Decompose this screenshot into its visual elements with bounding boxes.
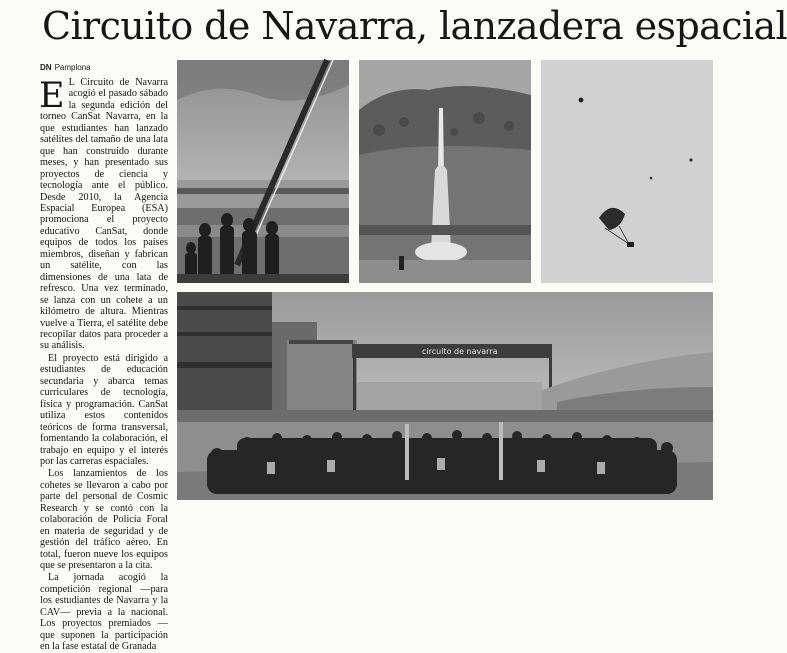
photo-group-track [177, 292, 713, 500]
photo-rocket-launch-image [359, 60, 531, 283]
paragraph-1 [40, 77, 168, 352]
photo-rocket-launch [359, 60, 531, 283]
paragraph-2: El proyecto está dirigido a estudiantes de educación secundaria y abarca temas curriculares de tecnología, física y programación. CanSat utiliza estos contenidos teóricos de forma transversal, fomentando la colaboración, el trabajo en equipo y el interés por las carreras espaciales. [40, 352, 168, 467]
paragraph-4: La jornada acogió la competición regional —para los estudiantes de Navarra y la CAV— previa a la nacional. Los proyectos premiados —que suponen la participación en la fase estatal de Granada [40, 572, 168, 653]
byline-location: Pamplona [54, 63, 91, 72]
article-body [39, 76, 168, 653]
paragraph-3: Los lanzamientos de los cohetes se llevaron a cabo por parte del personal de Cosmic Research y se contó con la colaboración de Policía Foral en materia de seguridad y de gestión del tráfico aéreo. En total, fueron nueve los equipos que se presentaron a la cita. [40, 468, 168, 572]
paragraph-1-text: L Circuito de Navarra acogió el pasado sábado la segunda edición del torneo CanSat Navarra, en la que estudiantes han lanzado satélites del tamaño de una lata que han construido durante meses, y han presentado sus proyectos de ciencia y tecnología ante el público. Desde 2010, la Agencia Espacial Europea (ESA) promociona el proyecto educativo CanSat, donde equipos de todos los países miembros, diseñan y fabrican un satélite, con las dimensiones de una lata de refresco. Una vez terminado, se lanza con un cohete a un kilómetro de altura. Mientras vuelve a Tierra, el satélite debe recopilar datos para proceder a su análisis. [40, 77, 168, 352]
photo-group-track-image [177, 292, 713, 500]
photo-rocket-rail [177, 60, 349, 283]
dropcap: E [39, 76, 65, 116]
banner-text: circuito de navarra [422, 347, 498, 356]
photo-parachute-image [541, 60, 713, 283]
byline [40, 63, 91, 73]
photo-parachute [541, 60, 713, 283]
photo-rocket-rail-image [177, 60, 349, 283]
headline: Circuito de Navarra, lanzadera espacial [42, 4, 787, 48]
byline-source: DN [40, 63, 52, 72]
